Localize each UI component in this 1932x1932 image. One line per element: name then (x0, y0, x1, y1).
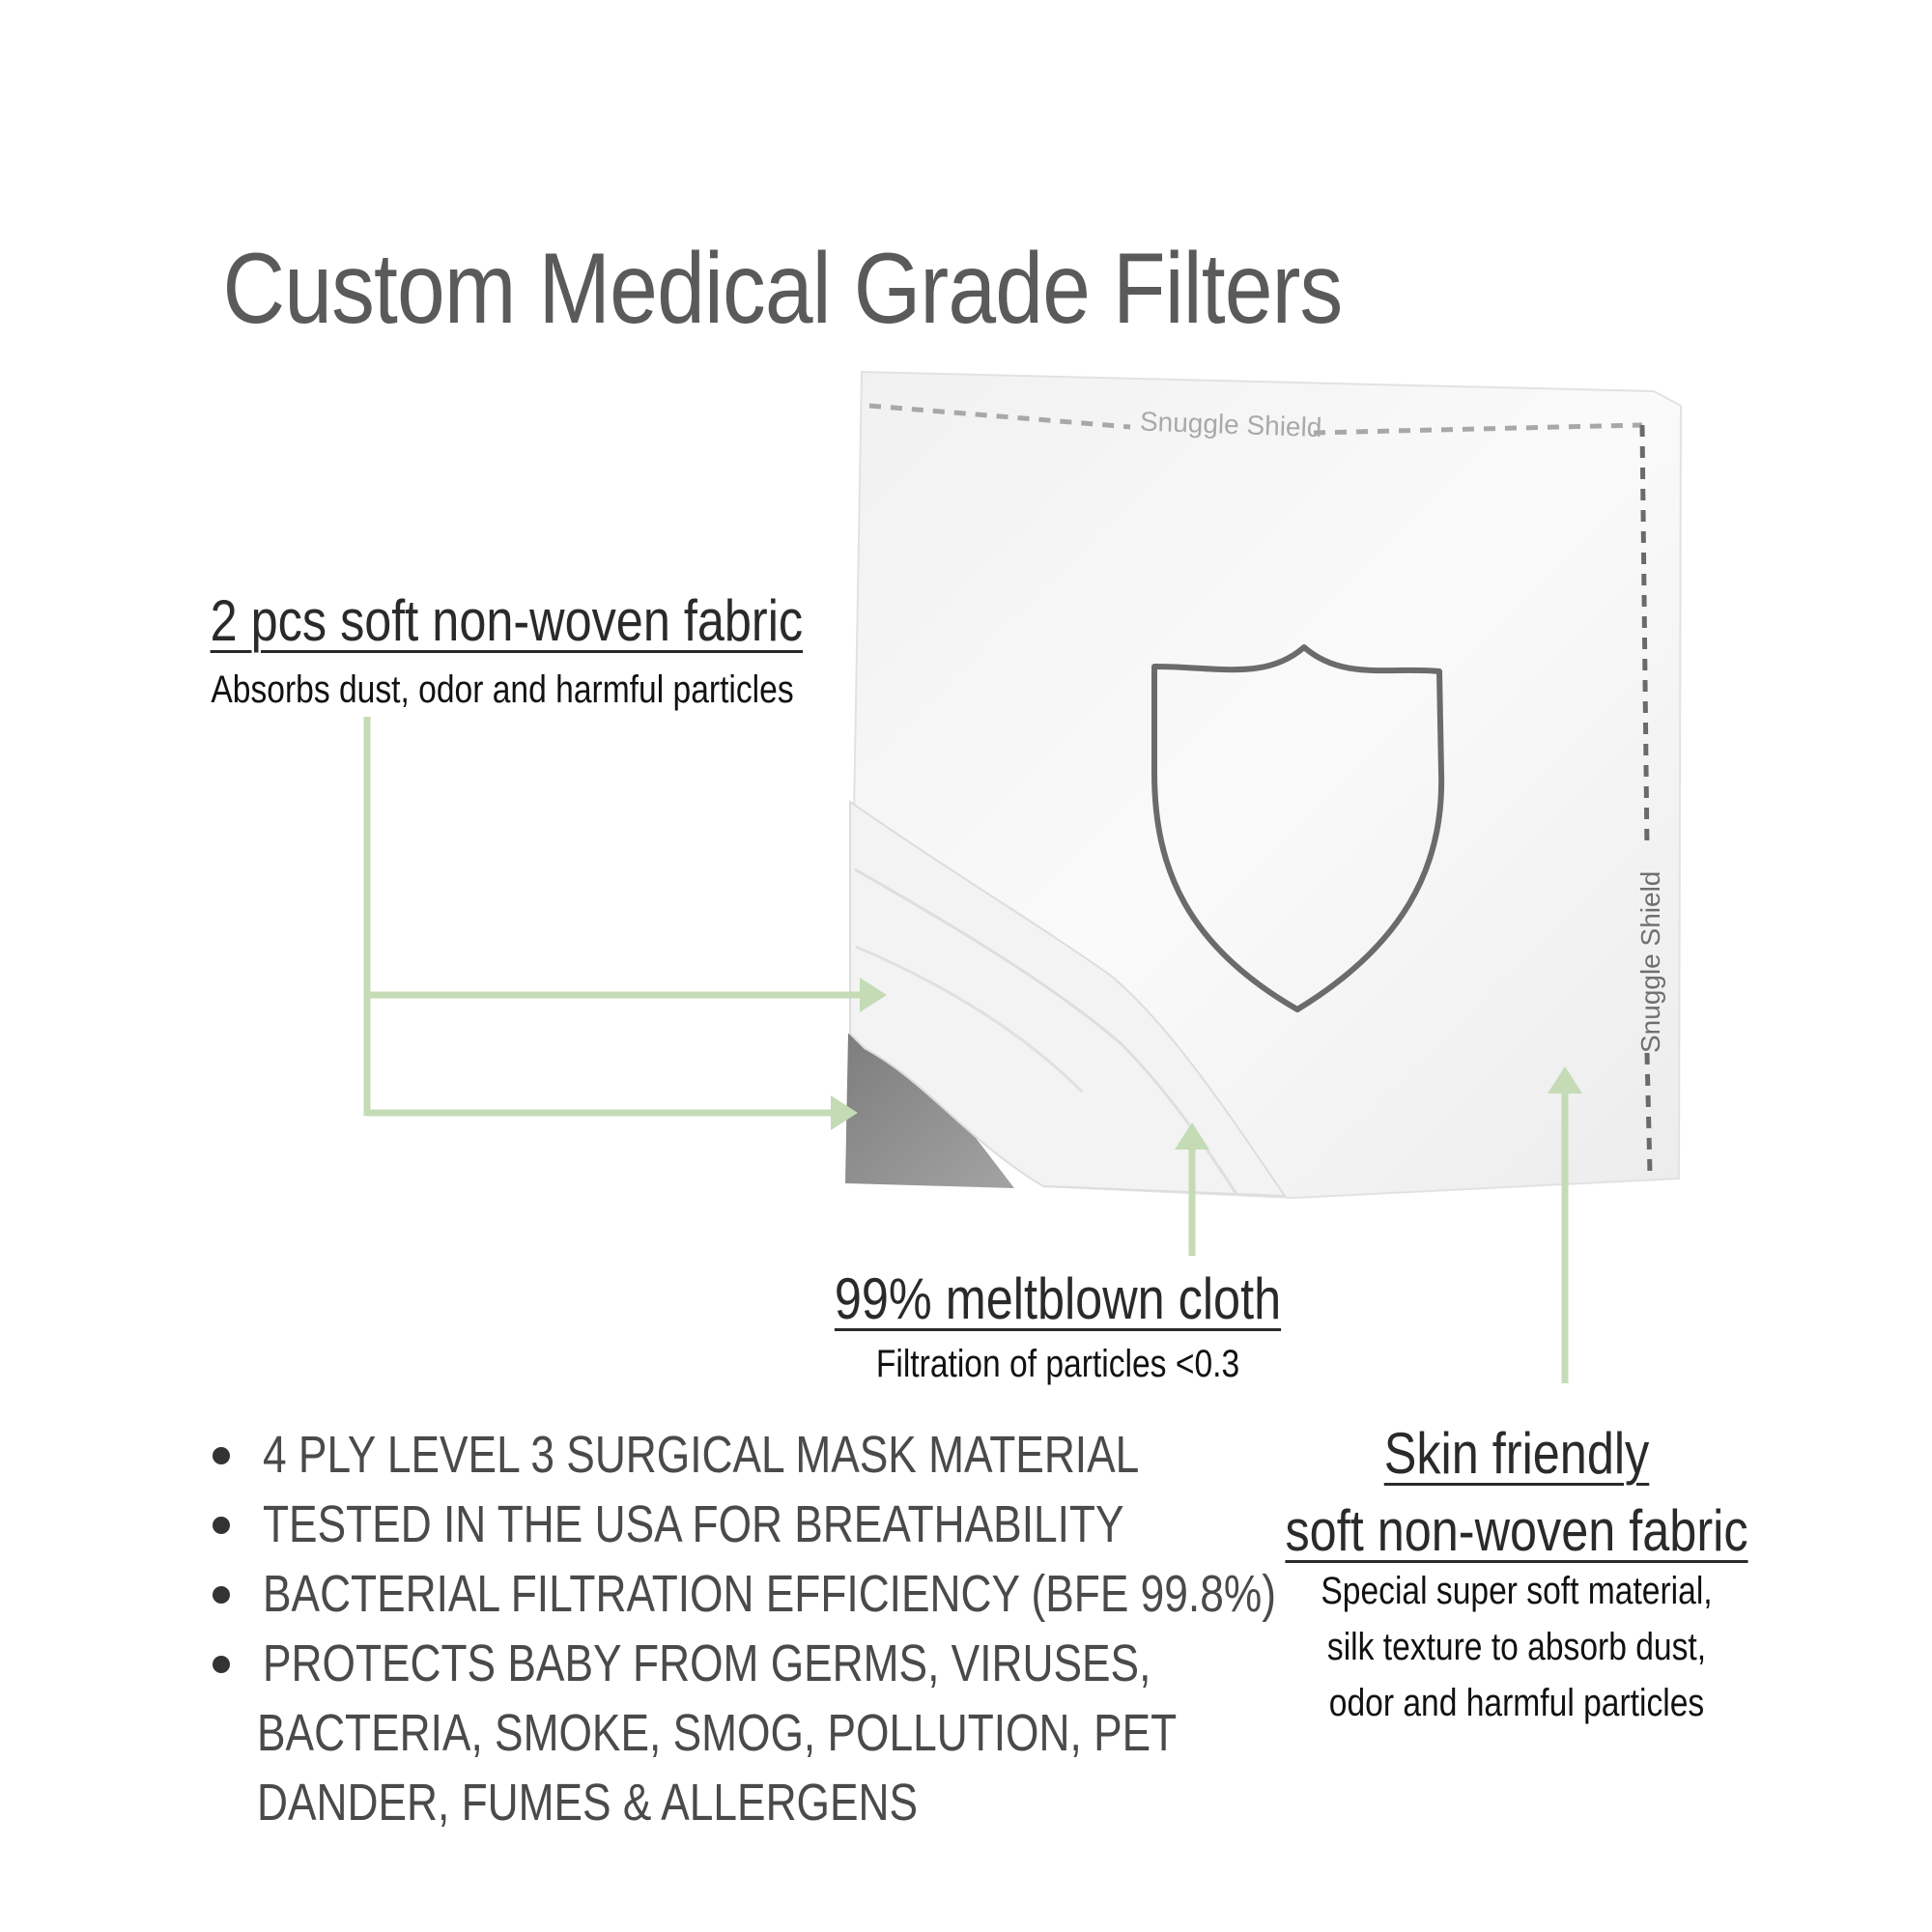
feature-item (203, 1420, 1498, 1490)
skin-callout-text-line2: silk texture to absorb dust, (1326, 1626, 1707, 1668)
meltblown-callout-text: Filtration of particles <0.3 (875, 1343, 1240, 1385)
brand-text-side: Snuggle Shield (1635, 870, 1665, 1053)
feature-text: 4 PLY LEVEL 3 SURGICAL MASK MATERIAL (263, 1426, 1140, 1484)
fabric-callout-heading: 2 pcs soft non-woven fabric (210, 588, 804, 653)
feature-text: PROTECTS BABY FROM GERMS, VIRUSES, (263, 1634, 1151, 1692)
bullet-icon (213, 1447, 230, 1464)
feature-item (203, 1629, 1498, 1837)
skin-callout-heading-line1: Skin friendly (1383, 1421, 1650, 1486)
skin-callout-text-line3: odor and harmful particles (1328, 1682, 1705, 1724)
fabric-callout-arrows (367, 717, 869, 1116)
feature-list (203, 1420, 1498, 1837)
feature-text-continued: BACTERIA, SMOKE, SMOG, POLLUTION, PET (257, 1704, 1178, 1762)
brand-text-top: Snuggle Shield (1139, 406, 1322, 443)
fabric-callout-text: Absorbs dust, odor and harmful particles (211, 668, 794, 711)
feature-item (203, 1490, 1498, 1559)
skin-callout-heading-line2: soft non-woven fabric (1285, 1498, 1748, 1563)
feature-text-continued: DANDER, FUMES & ALLERGENS (257, 1774, 919, 1832)
page-title: Custom Medical Grade Filters (222, 233, 1343, 345)
feature-item (203, 1559, 1498, 1629)
meltblown-callout-heading: 99% meltblown cloth (834, 1266, 1282, 1331)
skin-callout-text-line1: Special super soft material, (1321, 1570, 1713, 1612)
bullet-icon (213, 1656, 230, 1673)
bullet-icon (213, 1586, 230, 1604)
feature-text: TESTED IN THE USA FOR BREATHABILITY (263, 1495, 1124, 1553)
feature-text: BACTERIAL FILTRATION EFFICIENCY (BFE 99.8%) (263, 1565, 1276, 1623)
bullet-icon (213, 1517, 230, 1534)
